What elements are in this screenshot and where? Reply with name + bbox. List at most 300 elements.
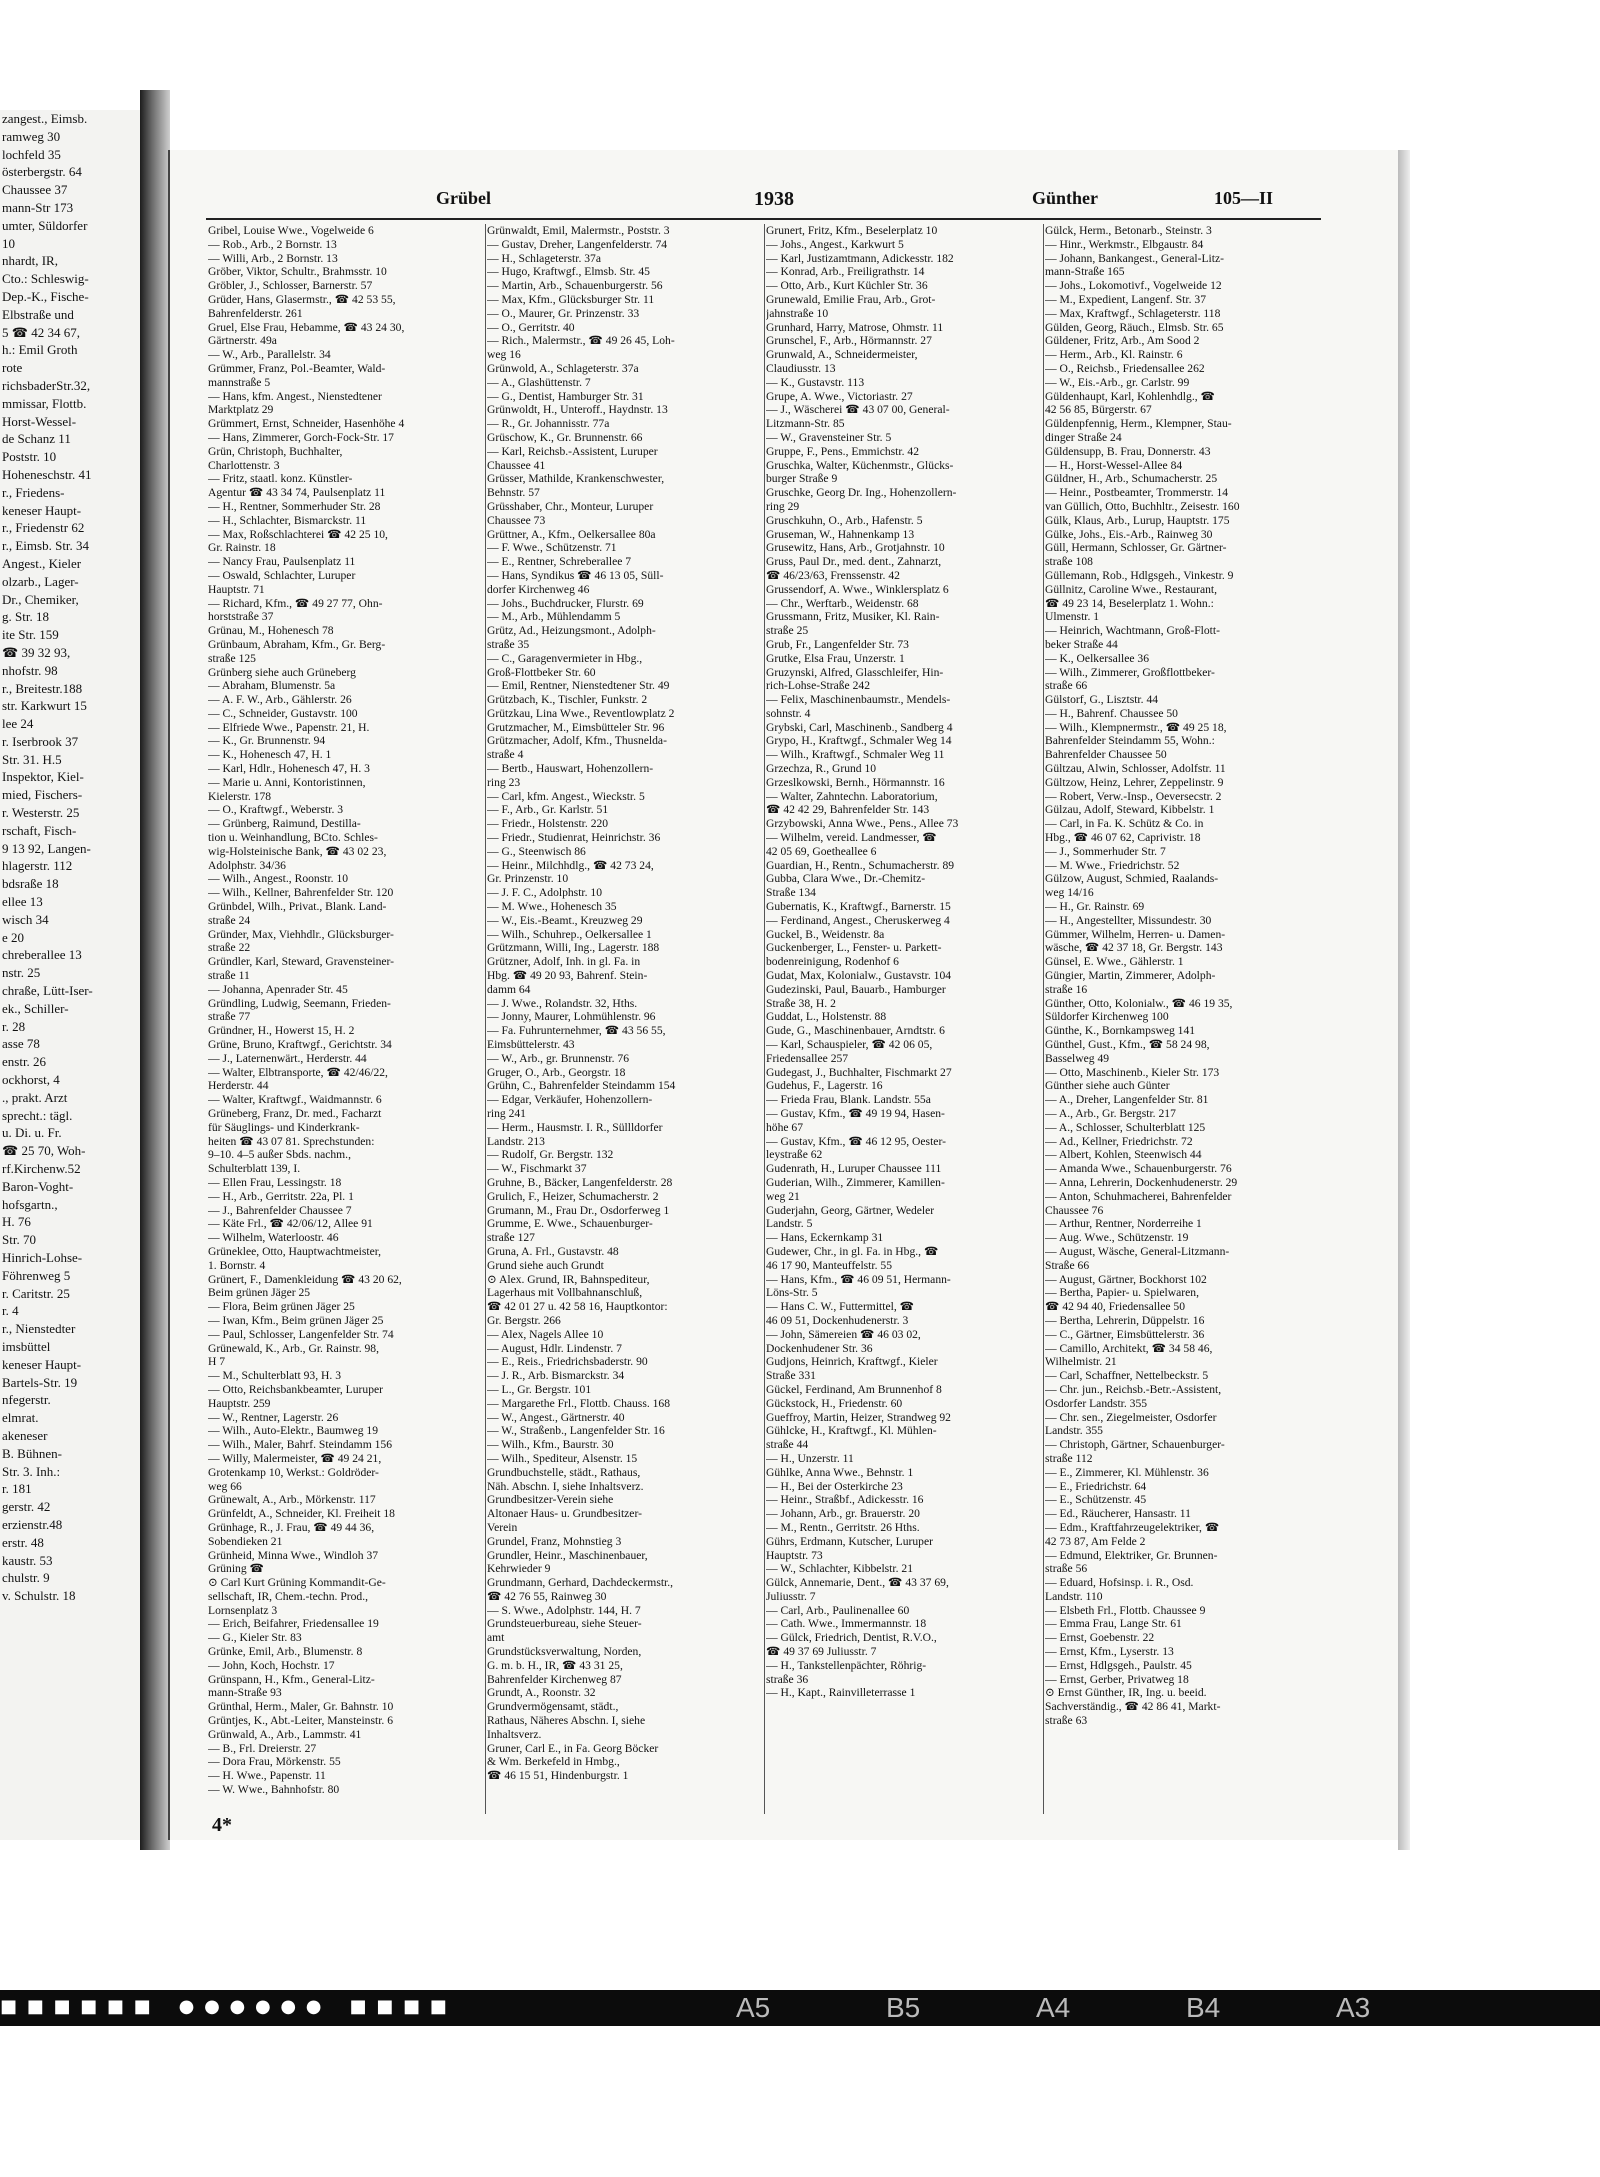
- left-page-line: Baron-Voght-: [2, 1178, 74, 1194]
- directory-entry: Sobendieken 21: [208, 1534, 283, 1548]
- directory-entry: heiten ☎ 43 07 81. Sprechstunden:: [208, 1134, 375, 1148]
- directory-entry: — Arthur, Rentner, Norderreihe 1: [1045, 1217, 1202, 1231]
- directory-entry: — Ferdinand, Angest., Cheruskerweg 4: [766, 913, 950, 927]
- directory-entry: — Hans, Kfm., ☎ 46 09 51, Hermann-: [766, 1272, 951, 1286]
- directory-entry: — Albert, Kohlen, Steenwisch 44: [1045, 1148, 1202, 1162]
- directory-entry: Gülzow, August, Schmied, Raalands-: [1045, 872, 1219, 886]
- directory-entry: mann-Straße 93: [208, 1686, 282, 1700]
- directory-entry: — M., Arb., Mühlendamm 5: [487, 610, 621, 624]
- left-page-line: B. Bühnen-: [2, 1445, 62, 1461]
- directory-entry: Grüneklee, Otto, Hauptwachtmeister,: [208, 1244, 382, 1258]
- directory-entry: — C., Garagenvermieter in Hbg.,: [487, 651, 643, 665]
- directory-entry: Grundt, A., Roonstr. 32: [487, 1686, 596, 1700]
- directory-entry: — Johs., Angest., Karkwurt 5: [766, 237, 904, 251]
- left-page-line: hofsgartn.,: [2, 1196, 58, 1212]
- directory-entry: Grundvermögensamt, städt.,: [487, 1700, 619, 1714]
- directory-entry: — W., Schlachter, Kibbelstr. 21: [766, 1562, 914, 1576]
- directory-entry: Grüneberg, Franz, Dr. med., Facharzt: [208, 1107, 382, 1120]
- directory-entry: — Elfriede Wwe., Papenstr. 21, H.: [208, 720, 370, 734]
- directory-entry: straße 56: [1045, 1562, 1088, 1576]
- left-page-line: Bartels-Str. 19: [2, 1374, 78, 1390]
- directory-entry: — Ellen Frau, Lessingstr. 18: [208, 1175, 342, 1189]
- directory-entry: — Dora Frau, Mörkenstr. 55: [208, 1755, 341, 1769]
- column-divider: [485, 224, 486, 1814]
- directory-entry: horststraße 37: [208, 610, 274, 624]
- directory-entry: beker Straße 44: [1045, 637, 1118, 651]
- directory-entry: straße 16: [1045, 982, 1088, 996]
- directory-entry: — H., Horst-Wessel-Allee 84: [1045, 458, 1183, 472]
- directory-entry: Günthe, K., Bornkampsweg 141: [1045, 1024, 1196, 1038]
- directory-entry: straße 77: [208, 1010, 251, 1024]
- directory-entry: — Hans, Syndikus ☎ 46 13 05, Süll-: [487, 568, 664, 582]
- directory-entry: Gr. Prinzenstr. 10: [487, 872, 569, 886]
- directory-entry: Gröber, Viktor, Schultr., Brahmsstr. 10: [208, 265, 387, 279]
- directory-entry: — Wilh., Auto-Elektr., Baumweg 19: [208, 1424, 378, 1438]
- directory-entry: — Martin, Arb., Schauenburgerstr. 56: [487, 279, 663, 293]
- directory-entry: — Wilh., Maler, Bahrf. Steindamm 156: [208, 1438, 393, 1452]
- left-page-line: H. 76: [2, 1214, 31, 1230]
- directory-entry: Grünewalt, A., Arb., Mörkenstr. 117: [208, 1493, 376, 1507]
- directory-entry: Güldensupp, B. Frau, Donnerstr. 43: [1045, 444, 1211, 458]
- directory-entry: — G., Dentist, Hamburger Str. 31: [487, 389, 644, 403]
- directory-entry: Gümmer, Wilhelm, Herren- u. Damen-: [1045, 927, 1226, 941]
- directory-entry: Grundsteuerbureau, siehe Steuer-: [487, 1617, 642, 1631]
- directory-entry: Gültzow, Heinz, Lehrer, Zeppelinstr. 9: [1045, 775, 1224, 789]
- directory-entry: Grundmann, Gerhard, Dachdeckermstr.,: [487, 1576, 674, 1590]
- directory-entry: Friedensallee 257: [766, 1051, 849, 1065]
- directory-entry: Grotenkamp 10, Werkst.: Goldröder-: [208, 1465, 379, 1479]
- directory-entry: Bahrenfelder Steindamm 55, Wohn.:: [1045, 734, 1215, 748]
- directory-entry: Beim grünen Jäger 25: [208, 1286, 311, 1300]
- directory-entry: Grünau, M., Hohenesch 78: [208, 624, 334, 638]
- directory-entry: — H., Schlachter, Bismarckstr. 11: [208, 513, 367, 527]
- left-page-line: Cto.: Schleswig-: [2, 271, 89, 287]
- directory-entry: Grünewald, K., Arb., Gr. Rainstr. 98,: [208, 1341, 379, 1355]
- directory-entry: — Chr. jun., Reichsb.-Betr.-Assistent,: [1045, 1382, 1222, 1396]
- left-page-line: 10: [2, 235, 15, 251]
- directory-entry: Gudjons, Heinrich, Kraftwgf., Kieler: [766, 1355, 938, 1369]
- directory-entry: — H., Tankstellenpächter, Röhrig-: [766, 1658, 927, 1672]
- directory-entry: 42 05 69, Goetheallee 6: [766, 844, 877, 858]
- directory-entry: — M. Wwe., Hohenesch 35: [487, 900, 617, 914]
- directory-entry: — J., Sommerhuder Str. 7: [1045, 844, 1166, 858]
- left-page-line: umter, Süldorfer: [2, 217, 88, 233]
- directory-entry: Grumme, E. Wwe., Schauenburger-: [487, 1217, 653, 1231]
- directory-entry: Gruzynski, Alfred, Glasschleifer, Hin-: [766, 665, 944, 679]
- directory-entry: — Christoph, Gärtner, Schauenburger-: [1045, 1438, 1225, 1452]
- directory-entry: Lagerhaus mit Vollbahnanschluß,: [487, 1286, 643, 1300]
- directory-entry: — Friedr., Studienrat, Heinrichstr. 36: [487, 831, 661, 845]
- left-page-line: Föhrenweg 5: [2, 1267, 71, 1283]
- left-page-line: keneser Haupt-: [2, 502, 82, 518]
- directory-entry: straße 11: [208, 969, 250, 983]
- directory-entry: — Herm., Hausmstr. I. R., Süllldorfer: [487, 1120, 663, 1134]
- directory-entry: — M., Schulterblatt 93, H. 3: [208, 1369, 341, 1383]
- directory-entry: Gründer, Max, Viehhdlr., Glücksburger-: [208, 927, 394, 941]
- directory-entry: — Camillo, Architekt, ☎ 34 58 46,: [1045, 1341, 1213, 1355]
- directory-entry: — Ernst, Hdlgsgeh., Paulstr. 45: [1045, 1658, 1192, 1672]
- directory-entry: wig-Holsteinische Bank, ☎ 43 02 23,: [208, 844, 387, 858]
- directory-entry: Bahrenfelderstr. 261: [208, 306, 303, 320]
- directory-entry: Günthel, Gust., Kfm., ☎ 58 24 98,: [1045, 1038, 1210, 1052]
- directory-entry: Grussendorf, A. Wwe., Winklersplatz 6: [766, 582, 949, 596]
- directory-entry: Hauptstr. 259: [208, 1396, 271, 1410]
- directory-entry: — W., Eis.-Arb., gr. Carlstr. 99: [1045, 375, 1190, 389]
- directory-entry: 9–10. 4–5 außer Sbds. nachm.,: [208, 1148, 351, 1162]
- directory-entry: Rathaus, Näheres Abschn. I, siehe: [487, 1714, 646, 1728]
- directory-entry: — Hans, Eckernkamp 31: [766, 1231, 884, 1245]
- directory-entry: straße 36: [766, 1672, 809, 1686]
- left-page-line: de Schanz 11: [2, 431, 71, 447]
- directory-entry: Altonaer Haus- u. Grundbesitzer-: [487, 1507, 642, 1521]
- directory-entry: — August, Hdlr. Lindenstr. 7: [487, 1341, 622, 1355]
- directory-entry: — Konrad, Arb., Freiligrathstr. 14: [766, 265, 925, 279]
- directory-entry: Grützkau, Lina Wwe., Reventlowplatz 2: [487, 706, 675, 720]
- left-page-line: Hinrich-Lohse-: [2, 1250, 83, 1265]
- left-page-line: r., Breitestr.188: [2, 680, 83, 696]
- directory-entry: — R., Gr. Johannisstr. 77a: [487, 417, 610, 431]
- paper-size-label: B5: [886, 1992, 921, 2023]
- directory-entry: Eimsbüttelerstr. 43: [487, 1038, 575, 1052]
- directory-entry: — H., Gr. Rainstr. 69: [1045, 900, 1145, 914]
- directory-entry: — Ed., Räucherer, Hansastr. 11: [1045, 1507, 1191, 1521]
- directory-entry: — Anna, Lehrerin, Dockenhudenerstr. 29: [1045, 1175, 1238, 1189]
- directory-entry: — A., Arb., Gr. Bergstr. 217: [1045, 1107, 1176, 1120]
- directory-entry: — H. Wwe., Papenstr. 11: [208, 1769, 326, 1783]
- directory-entry: — Otto, Reichsbankbeamter, Luruper: [208, 1382, 383, 1396]
- directory-entry: Guckel, B., Weidenstr. 8a: [766, 927, 885, 941]
- directory-entry: — A., Dreher, Langenfelder Str. 81: [1045, 1093, 1209, 1107]
- directory-entry: — F. Wwe., Schützenstr. 71: [487, 541, 617, 555]
- directory-entry: — Bertha, Lehrerin, Düppelstr. 16: [1045, 1313, 1205, 1327]
- left-page-line: r., Friedens-: [2, 484, 65, 500]
- directory-entry: & Wm. Berkefeld in Hmbg.,: [487, 1755, 620, 1769]
- directory-entry: Grüntjes, K., Abt.-Leiter, Mansteinstr. 6: [208, 1714, 394, 1728]
- directory-entry: — C., Gärtner, Eimsbüttelerstr. 36: [1045, 1327, 1205, 1341]
- directory-entry: — B., Frl. Dreierstr. 27: [208, 1741, 317, 1755]
- directory-entry: Gude, G., Maschinenbauer, Arndtstr. 6: [766, 1024, 945, 1038]
- directory-entry: Behnstr. 57: [487, 486, 540, 500]
- directory-entry: — W., Gravensteiner Str. 5: [766, 430, 892, 444]
- paper-size-label: A5: [736, 1992, 771, 2023]
- directory-entry: Gruppe, F., Pens., Emmichstr. 42: [766, 444, 920, 458]
- directory-entry: Güllemann, Rob., Hdlgsgeh., Vinkestr. 9: [1045, 568, 1234, 582]
- directory-entry: — Hinr., Werkmstr., Elbgaustr. 84: [1045, 237, 1204, 251]
- directory-entry: — Walter, Elbtransporte, ☎ 42/46/22,: [208, 1065, 388, 1079]
- directory-entry: Güldenpfennig, Herm., Klempner, Stau-: [1045, 417, 1232, 431]
- directory-entry: Gühlcke, H., Kraftwgf., Kl. Mühlen-: [766, 1424, 937, 1438]
- directory-entry: Grütz, Ad., Heizungsmont., Adolph-: [487, 624, 656, 638]
- directory-entry: Grundbuchstelle, städt., Rathaus,: [487, 1465, 641, 1479]
- directory-entry: — W., Arb., gr. Brunnenstr. 76: [487, 1051, 630, 1065]
- directory-entry: — Käte Frl., ☎ 42/06/12, Allee 91: [208, 1217, 373, 1231]
- directory-entry: — G., Kieler Str. 83: [208, 1631, 302, 1645]
- left-page-line: nhardt, IR,: [2, 253, 58, 269]
- directory-entry: — Willi, Arb., 2 Bornstr. 13: [208, 251, 338, 265]
- directory-entry: — Rudolf, Gr. Bergstr. 132: [487, 1148, 614, 1162]
- directory-entry: — E., Schützenstr. 45: [1045, 1493, 1147, 1507]
- directory-entry: Grüschow, K., Gr. Brunnenstr. 66: [487, 430, 643, 444]
- directory-entry: Grzeslkowski, Bernh., Hörmannstr. 16: [766, 775, 945, 789]
- directory-entry: Grypo, H., Kraftwgf., Schmaler Weg 14: [766, 734, 952, 748]
- left-page-line: r. 181: [2, 1481, 32, 1497]
- directory-entry: — Ernst, Gerber, Privatweg 18: [1045, 1672, 1189, 1686]
- directory-entry: — Chr. sen., Ziegelmeister, Osdorfer: [1045, 1410, 1217, 1424]
- left-page-line: ek., Schiller-: [2, 1000, 69, 1016]
- directory-entry: Grusewitz, Hans, Arb., Grotjahnstr. 10: [766, 541, 945, 555]
- directory-entry: — J. Wwe., Rolandstr. 32, Hths.: [487, 996, 638, 1010]
- directory-entry: Gülstorf, G., Lisztstr. 44: [1045, 693, 1159, 707]
- directory-entry: Grutzmacher, M., Eimsbütteler Str. 96: [487, 720, 665, 734]
- left-page-line: Str. 31. H.5: [2, 751, 62, 767]
- directory-entry: Gudezinski, Paul, Bauarb., Hamburger: [766, 982, 946, 996]
- column-1: [208, 224, 478, 1824]
- directory-entry: Landstr. 355: [1045, 1424, 1103, 1438]
- directory-entry: — L., Gr. Bergstr. 101: [487, 1382, 592, 1396]
- directory-entry: — August, Wäsche, General-Litzmann-: [1045, 1244, 1230, 1258]
- directory-entry: — Rob., Arb., 2 Bornstr. 13: [208, 237, 337, 251]
- left-page-line: ☎ 39 32 93,: [2, 644, 71, 660]
- left-page-line: r. 28: [2, 1018, 26, 1034]
- directory-entry: Straße 134: [766, 886, 816, 900]
- directory-entry: Gründling, Ludwig, Seemann, Frieden-: [208, 996, 391, 1010]
- left-page-line: Dr., Chemiker,: [2, 591, 79, 607]
- column-divider: [1043, 224, 1044, 1814]
- left-page-line: ockhorst, 4: [2, 1072, 60, 1088]
- directory-entry: damm 64: [487, 982, 531, 996]
- directory-entry: Guddat, L., Holstenstr. 88: [766, 1010, 887, 1024]
- directory-entry: Grünwaldt, Emil, Malermstr., Poststr. 3: [487, 224, 670, 237]
- directory-entry: — Walter, Kraftwgf., Waidmannstr. 6: [208, 1093, 382, 1107]
- directory-entry: straße 112: [1045, 1451, 1093, 1465]
- left-page-line: asse 78: [2, 1036, 40, 1052]
- directory-entry: Schulterblatt 139, I.: [208, 1162, 301, 1176]
- directory-entry: Löns-Str. 5: [766, 1286, 818, 1300]
- paper-size-label: A3: [1336, 1992, 1371, 2023]
- directory-entry: straße 22: [208, 941, 251, 955]
- directory-entry: Hauptstr. 71: [208, 582, 265, 596]
- left-page-line: u. Di. u. Fr.: [2, 1125, 62, 1141]
- directory-entry: H 7: [208, 1355, 226, 1369]
- left-page-line: elmrat.: [2, 1410, 39, 1426]
- directory-entry: Grünwold, A., Schlageterstr. 37a: [487, 361, 639, 375]
- signature-mark: 4*: [212, 1814, 232, 1836]
- scanner-calibration-strip: [0, 1990, 1600, 2026]
- directory-entry: Grüning ☎: [208, 1562, 264, 1576]
- directory-entry: — H., Angestellter, Missundestr. 30: [1045, 913, 1212, 927]
- directory-entry: — Hans, Zimmerer, Gorch-Fock-Str. 17: [208, 430, 394, 444]
- directory-entry: — W., Eis.-Beamt., Kreuzweg 29: [487, 913, 643, 927]
- left-page-line: keneser Haupt-: [2, 1356, 82, 1372]
- left-page-line: ite Str. 159: [2, 627, 59, 643]
- directory-entry: Gühlke, Anna Wwe., Behnstr. 1: [766, 1465, 914, 1479]
- directory-entry: amt: [487, 1631, 505, 1645]
- directory-entry: Straße 38, H. 2: [766, 996, 836, 1010]
- directory-entry: Grützbach, K., Tischler, Funkstr. 2: [487, 693, 648, 707]
- directory-entry: Marktplatz 29: [208, 403, 274, 417]
- left-page-line: zangest., Eimsb.: [2, 111, 88, 126]
- directory-entry: Gruna, A. Frl., Gustavstr. 48: [487, 1244, 619, 1258]
- page-number: 105—II: [1214, 188, 1274, 208]
- directory-entry: Gruel, Else Frau, Hebamme, ☎ 43 24 30,: [208, 320, 405, 334]
- directory-entry: — Hans C. W., Futtermittel, ☎: [766, 1300, 915, 1314]
- directory-entry: — J., Laternenwärt., Herderstr. 44: [208, 1051, 367, 1065]
- directory-entry: — Otto, Arb., Kurt Küchler Str. 36: [766, 279, 928, 293]
- left-page-line: sprecht.: tägl.: [2, 1107, 73, 1123]
- directory-entry: — Wilh., Kellner, Bahrenfelder Str. 120: [208, 886, 394, 900]
- left-page-line: chulstr. 9: [2, 1570, 50, 1586]
- directory-entry: — A., Schlosser, Schulterblatt 125: [1045, 1120, 1206, 1134]
- directory-entry: Charlottenstr. 3: [208, 458, 280, 472]
- directory-entry: Güldenhaupt, Karl, Kohlenhdlg., ☎: [1045, 389, 1215, 403]
- directory-entry: Grüne, Bruno, Kraftwgf., Gerichtstr. 34: [208, 1038, 392, 1052]
- calibration-marks: [0, 1996, 475, 2017]
- directory-entry: — Frieda Frau, Blank. Landstr. 55a: [766, 1093, 931, 1107]
- directory-entry: Straße 331: [766, 1369, 816, 1383]
- directory-entry: — K., Oelkersallee 36: [1045, 651, 1149, 665]
- directory-entry: — H., Kapt., Rainvilleterrasse 1: [766, 1686, 916, 1700]
- directory-entry: — Wilh., Klempnermstr., ☎ 49 25 18,: [1045, 720, 1227, 734]
- book-gutter: [140, 90, 170, 1850]
- directory-entry: Osdorfer Landstr. 355: [1045, 1396, 1148, 1410]
- directory-entry: — Nancy Frau, Paulsenplatz 11: [208, 555, 356, 569]
- directory-entry: — Walter, Zahntechn. Laboratorium,: [766, 789, 938, 803]
- directory-entry: — Ad., Kellner, Friedrichstr. 72: [1045, 1134, 1193, 1148]
- left-page-line: h.: Emil Groth: [2, 342, 78, 358]
- left-page-line: gerstr. 42: [2, 1499, 51, 1515]
- directory-entry: — Max, Kraftwgf., Schlageterstr. 118: [1045, 306, 1221, 320]
- directory-entry: — Edgar, Verkäufer, Hohenzollern-: [487, 1093, 653, 1107]
- directory-entry: — K., Hohenesch 47, H. 1: [208, 748, 332, 762]
- directory-entry: — H., Rentner, Sommerhuder Str. 28: [208, 499, 381, 513]
- directory-entry: Hbg., ☎ 46 07 62, Caprivistr. 18: [1045, 831, 1201, 845]
- directory-entry: — Heinr., Straßbf., Adickesstr. 16: [766, 1493, 924, 1507]
- directory-entry: Bahrenfelder Kirchenweg 87: [487, 1672, 622, 1686]
- directory-entry: Grub, Fr., Langenfelder Str. 73: [766, 637, 909, 651]
- directory-entry: straße 4: [487, 748, 524, 762]
- left-page-line: Inspektor, Kiel-: [2, 769, 84, 785]
- left-page-line: r. Iserbrook 37: [2, 733, 79, 749]
- directory-entry: Gubba, Clara Wwe., Dr.-Chemitz-: [766, 872, 926, 886]
- left-page-line: v. Schulstr. 18: [2, 1588, 76, 1604]
- directory-entry: — J. F. C., Adolphstr. 10: [487, 886, 603, 900]
- directory-entry: Grünwoldt, H., Unteroff., Haydnstr. 13: [487, 403, 668, 417]
- directory-entry: — Johanna, Apenrader Str. 45: [208, 982, 348, 996]
- directory-entry: rich-Lohse-Straße 242: [766, 679, 870, 693]
- directory-entry: — Carl, Schaffner, Nettelbeckstr. 5: [1045, 1369, 1209, 1383]
- directory-entry: Chaussee 73: [487, 513, 546, 527]
- directory-entry: Grünbdel, Wilh., Privat., Blank. Land-: [208, 900, 387, 914]
- left-page-line: Hoheneschstr. 41: [2, 466, 92, 482]
- directory-entry: ☎ 42 42 29, Bahrenfelder Str. 143: [766, 803, 930, 817]
- directory-entry: — G., Steenwisch 86: [487, 844, 586, 858]
- directory-entry: — Emma Frau, Lange Str. 61: [1045, 1617, 1182, 1631]
- directory-entry: Grüsser, Mathilde, Krankenschwester,: [487, 472, 665, 486]
- directory-entry: Gülzau, Adolf, Steward, Kibbelstr. 1: [1045, 803, 1215, 817]
- paper-size-scale: [736, 1992, 1486, 2024]
- directory-entry: — John, Sämereien ☎ 46 03 02,: [766, 1327, 921, 1341]
- directory-entry: Gültzau, Alwin, Schlosser, Adolfstr. 11: [1045, 762, 1226, 776]
- directory-entry: ⊙ Carl Kurt Grüning Kommandit-Ge-: [208, 1576, 386, 1590]
- left-page-line: lee 24: [2, 716, 34, 732]
- directory-entry: — C., Schneider, Gustavstr. 100: [208, 706, 358, 720]
- left-page-line: chraße, Lütt-Iser-: [2, 983, 93, 999]
- paper-size-label: A4: [1036, 1992, 1071, 2023]
- directory-entry: höhe 67: [766, 1120, 804, 1134]
- directory-entry: Ulmenstr. 1: [1045, 610, 1100, 624]
- directory-entry: — Wilh., Kraftwgf., Schmaler Weg 11: [766, 748, 945, 762]
- left-page-line: Angest., Kieler: [2, 555, 82, 571]
- directory-entry: Günther siehe auch Günter: [1045, 1079, 1170, 1093]
- directory-entry: G. m. b. H., IR, ☎ 43 31 25,: [487, 1658, 623, 1672]
- left-page-line: wisch 34: [2, 911, 49, 927]
- directory-entry: — Chr., Werftarb., Weidenstr. 68: [766, 596, 919, 610]
- directory-entry: Bahrenfelder Chaussee 50: [1045, 748, 1167, 762]
- directory-entry: — O., Maurer, Gr. Prinzenstr. 33: [487, 306, 640, 320]
- directory-entry: — Carl, in Fa. K. Schütz & Co. in: [1045, 817, 1204, 831]
- directory-entry: — Wilh., Angest., Roonstr. 10: [208, 872, 349, 886]
- directory-entry: — Heinrich, Wachtmann, Groß-Flott-: [1045, 624, 1220, 638]
- directory-entry: — Wilh., Zimmerer, Großflottbeker-: [1045, 665, 1215, 679]
- left-page-line: enstr. 26: [2, 1054, 47, 1070]
- directory-entry: Grundstücksverwaltung, Norden,: [487, 1645, 642, 1659]
- left-page-line: 9 13 92, Langen-: [2, 840, 91, 856]
- directory-entry: Lornsenplatz 3: [208, 1603, 278, 1617]
- directory-entry: Gudehus, F., Lagerstr. 16: [766, 1079, 883, 1093]
- directory-entry: tion u. Weinhandlung, BCto. Schles-: [208, 831, 378, 845]
- directory-entry: — Karl, Justizamtmann, Adickesstr. 182: [766, 251, 954, 265]
- directory-entry: Gülke, Johs., Eis.-Arb., Rainweg 30: [1045, 527, 1213, 541]
- directory-entry: Grundel, Franz, Mohnstieg 3: [487, 1534, 622, 1548]
- left-page-line: e 20: [2, 929, 25, 945]
- directory-entry: leystraße 62: [766, 1148, 823, 1162]
- directory-entry: — Margarethe Frl., Flottb. Chauss. 168: [487, 1396, 671, 1410]
- directory-entry: Guderian, Wilh., Zimmerer, Kamillen-: [766, 1175, 945, 1189]
- directory-entry: — Emil, Rentner, Nienstedtener Str. 49: [487, 679, 670, 693]
- left-page-line: ., prakt. Arzt: [2, 1089, 68, 1105]
- directory-entry: Landstr. 110: [1045, 1589, 1103, 1603]
- directory-entry: ☎ 42 76 55, Rainweg 30: [487, 1589, 607, 1603]
- directory-entry: Güll, Hermann, Schlosser, Gr. Gärtner-: [1045, 541, 1227, 555]
- directory-entry: — K., Gr. Brunnenstr. 94: [208, 734, 326, 748]
- directory-entry: — Wilhelm, Waterloostr. 46: [208, 1231, 339, 1245]
- left-page-line: r., Friedenstr 62: [2, 520, 85, 536]
- directory-entry: — Gustav, Kfm., ☎ 46 12 95, Oester-: [766, 1134, 946, 1148]
- directory-entry: Gr. Bergstr. 266: [487, 1313, 561, 1327]
- page-header: [266, 188, 1326, 214]
- directory-entry: — Hugo, Kraftwgf., Elmsb. Str. 45: [487, 265, 650, 279]
- directory-entry: Grünert, F., Damenkleidung ☎ 43 20 62,: [208, 1272, 402, 1286]
- directory-entry: Grunhard, Harry, Matrose, Ohmstr. 11: [766, 320, 944, 334]
- directory-entry: — Otto, Maschinenb., Kieler Str. 173: [1045, 1065, 1220, 1079]
- directory-entry: bodenreinigung, Rodenhof 6: [766, 955, 899, 969]
- directory-entry: — Herm., Arb., Kl. Rainstr. 6: [1045, 348, 1183, 362]
- directory-entry: Gudenrath, H., Luruper Chaussee 111: [766, 1162, 942, 1176]
- directory-entry: Grüder, Hans, Glasermstr., ☎ 42 53 55,: [208, 292, 396, 306]
- directory-entry: Gülck, Annemarie, Dent., ☎ 43 37 69,: [766, 1576, 949, 1590]
- directory-entry: 46 09 51, Dockenhudenerstr. 3: [766, 1313, 909, 1327]
- directory-entry: Grümmer, Franz, Pol.-Beamter, Wald-: [208, 361, 386, 375]
- directory-entry: Landstr. 5: [766, 1217, 813, 1231]
- directory-entry: van Güllich, Otto, Buchhltr., Zeisestr. 160: [1045, 499, 1240, 513]
- directory-entry: Sachverständig., ☎ 42 86 41, Markt-: [1045, 1700, 1221, 1714]
- left-page-line: Str. 3. Inh.:: [2, 1463, 61, 1479]
- directory-entry: — J., Wäscherei ☎ 43 07 00, General-: [766, 403, 950, 417]
- directory-entry: — Heinr., Postbeamter, Trommerstr. 14: [1045, 486, 1229, 500]
- directory-entry: Gudewer, Chr., in gl. Fa. in Hbg., ☎: [766, 1244, 939, 1258]
- directory-entry: Süldorfer Kirchenweg 100: [1045, 1010, 1169, 1024]
- directory-entry: Agentur ☎ 43 34 74, Paulsenplatz 11: [208, 486, 386, 500]
